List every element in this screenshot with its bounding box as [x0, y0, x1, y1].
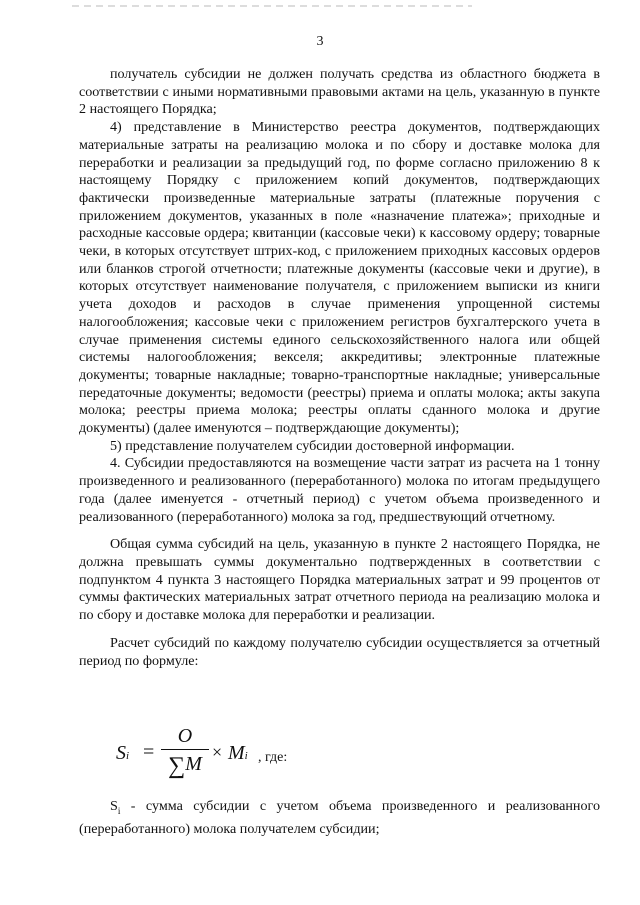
formula-fraction-bar	[161, 749, 209, 750]
scan-artifact-line	[72, 5, 472, 7]
definition-symbol: $S_i$	[110, 798, 121, 816]
formula-factor: Mi	[228, 742, 248, 764]
paragraph-total-amount: Общая сумма субсидий на цель, указанную в пункте 2 настоящего Порядка, не должна превышать суммы документально подтвержденных в соответствии с подпунктом 4 пункта 3 настоящего Порядка материальных затрат и 99 процентов от суммы фактических материальных затрат отчетного периода на реализацию молока и по сбору и доставке молока для переработки и реализации.	[79, 536, 600, 624]
definition-text: - сумма субсидии с учетом объема произведенного и реализованного (переработанного) молока получателем субсидии;	[79, 798, 600, 837]
paragraph-point-4: 4. Субсидии предоставляются на возмещение части затрат из расчета на 1 тонну произведенного и реализованного (переработанного) молока по итогам предыдущего года (далее именуется - отчетный период) с учетом объема произведенного и реализованного (переработанного) молока за год, предшествующий отчетному.	[79, 455, 600, 525]
document-body	[79, 66, 600, 670]
paragraph-calculation-intro: Расчет субсидий по каждому получателю субсидии осуществляется за отчетный период по формуле:	[79, 634, 600, 669]
sum-symbol: ∑	[168, 753, 186, 779]
paragraph-item-4: 4) представление в Министерство реестра документов, подтверждающих материальные затраты на реализацию молока и по сбору и доставке молока для переработки и реализации за предыдущий год, по форме согласно приложению 8 к настоящему Порядку с приложением копий документов, подтверждающих фактически произведенные материальные затраты (платежные поручения с приложением документов, указанных в поле «назначение платежа»; приходные и расходные кассовые ордера; квитанции (кассовые чеки) к кассовому ордеру; товарные чеки, в которых отсутствует штрих-код, с приложением приходных кассовых ордеров или бланков строгой отчетности; платежные документы (кассовые чеки и другие), в которых отсутствует наименование получателя, с приложением выписки из книги учета доходов и расходов в случае применения упрощенной системы налогообложения; кассовые чеки с приложением регистров бухгалтерского учета в случае применения системы единого сельскохозяйственного налога или общей системы налогообложения; векселя; аккредитивы; электронные платежные документы; товарные накладные; товарно-транспортные накладные; универсальные передаточные документы; ведомости (реестры) приема и оплаты молока; акты закупа молока; реестры приема молока; реестры оплаты сданного молока и другие документы) (далее именуются – подтверждающие документы);	[79, 119, 600, 437]
paragraph-item-5: 5) представление получателем субсидии достоверной информации.	[110, 437, 515, 454]
formula-times: ×	[212, 742, 223, 762]
definition-si	[79, 798, 600, 838]
formula-lhs: Si	[116, 742, 130, 764]
formula-equals: =	[143, 741, 155, 763]
definition-block	[79, 798, 600, 838]
page-number: 3	[316, 34, 324, 49]
formula-numerator: O	[177, 725, 193, 747]
formula-denominator: ∑M	[168, 753, 202, 779]
subsidy-formula	[116, 720, 416, 790]
formula-suffix: , где:	[258, 750, 288, 765]
paragraph-recipient-condition: получатель субсидии не должен получать средства из областного бюджета в соответствии с иными нормативными правовыми актами на цель, указанную в пункте 2 настоящего Порядка;	[79, 66, 600, 118]
formula-fraction	[161, 724, 209, 778]
